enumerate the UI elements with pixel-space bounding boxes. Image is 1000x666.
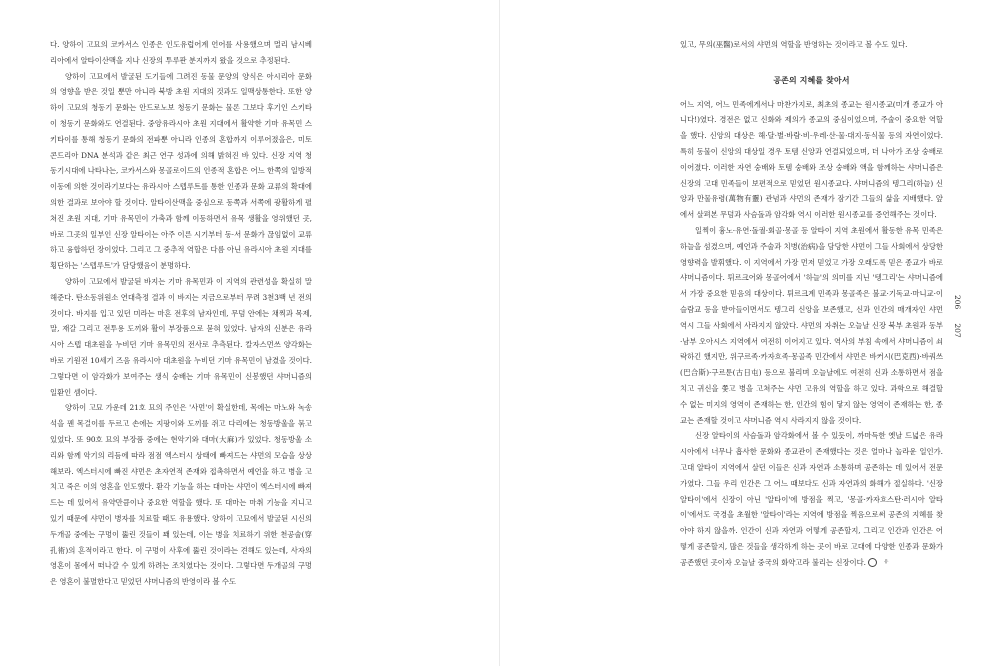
right-paragraph-last xyxy=(680,428,943,570)
end-mark-icon: 유 xyxy=(868,558,877,567)
page-folios xyxy=(953,295,962,338)
left-paragraph: 양하이 고묘에서 발굴된 바지는 기마 유목민과 이 지역의 관련성을 확실히 말해준다. 탄소동위원소 연대측정 결과 이 바지는 지금으로부터 무려 3천3백 년 전의 것이다. 바지를 입고 있던 미라는 마흔 전후의 남자인데, 무덤 안에는 채찍과 목제, 말, 재갈 그리고 전투용 도끼와 활이 부장품으로 묻혀 있었다. 남자의 신분은 유라시아 스텝 대초원을 누비던 기마 유목민의 전사로 추측된다. 칼자스먼쓰 양각화는 바로 기원전 10세기 즈음 유라시아 대초원을 누비던 기마 유목민이 남겼을 것이다. 그렇다면 이 암각화가 보여주는 생식 숭배는 기마 유목민이 신봉했던 샤머니즘의 일환인 셈이다. xyxy=(50,276,312,397)
left-paragraph: 양하이 고묘에서 발굴된 도기들에 그려진 동물 문양의 양식은 아시리아 문화의 영향을 받은 것일 뿐만 아니라 북방 초원 지대의 것과도 일맥상통한다. 또한 양하이 고묘의 청동기 문화는 안드로노보 청동기 문화는 물론 그보다 후기인 스키타이 청동기 문화와도 연결된다. 중앙유라시아 초원 지대에서 활약한 기마 유목민 스키타이를 통해 청동기 문화의 전파뿐 아니라 인종의 혼합까지 이루어졌을은, 미토콘드리아 DNA 분석과 같은 최근 연구 성과에 의해 밝혀진 바 있다. 신장 지역 청동기시대에 나타나는, 코카서스와 몽골로이드의 인종적 혼합은 어느 한쪽의 일방적 이동에 의한 것이라기보다는 유라시아 스텝루트를 통한 인종과 문화 교류의 확대에 의한 결과로 보아야 할 것이다. 알타이산맥을 중심으로 동쪽과 서쪽에 광활하게 펼쳐진 초원 지대, 기마 유목민이 가축과 함께 이동하면서 유목 생활을 영위했던 곳, 바로 그곳의 일부인 신장 알타이는 아주 이른 시기부터 동·서 문화가 끊임없이 교류하고 융합하던 장이었다. 그리고 그 중추적 역할은 다름 아닌 유라시아 초원 지대를 횡단하는 '스텝루트'가 담당했음이 분명하다. xyxy=(50,71,312,271)
left-page-text-column xyxy=(50,37,312,653)
right-paragraph: 어느 지역, 어느 민족에게서나 마찬가지로, 최초의 종교는 원시종교(미개 종교가 아니다!)였다. 경전은 없고 신화와 제의가 종교의 중심이었으며, 주술이 중요한 역할을 했다. 신앙의 대상은 해·달·별·바람·비·우레·산·물·대지·동식물 등의 자연이었다. 특히 동물이 신앙의 대상일 경우 토템 신앙과 연결되었으며, 더 나아가 조상 숭배로 이어졌다. 이러한 자연 숭배와 토템 숭배와 조상 숭배와 액을 함께하는 샤머니즘은 신장의 고대 민족들이 보편적으로 믿었던 원시종교다. 샤머니즘의 텡그리(하늘) 신앙과 만물유령(萬物有靈) 관념과 샤먼의 존재가 잠기간 그들의 삶을 지배했다. 앞에서 살펴본 무덤과 사슴돌과 암각화 역시 이러한 원시종교를 증언해주는 것이다. xyxy=(680,99,943,220)
section-heading: 공존의 지혜를 찾아서 xyxy=(773,75,850,85)
left-paragraph: 다. 양하이 고묘의 코카서스 인종은 인도유럽어계 언어를 사용했으며 멀리 남시베리아에서 알타이산맥을 지나 신장의 투루판 분지까지 왔을 것으로 추정된다. xyxy=(50,40,312,65)
right-opening-line: 있고, 무의(巫醫)로서의 샤먼의 역할을 반영하는 것이라고 볼 수도 있다. xyxy=(680,40,908,49)
right-paragraph: 일찍이 흉노·유연·돌궐·회골·몽골 등 알타이 지역 초원에서 활동한 유목 민족은 하늘을 섬겼으며, 예언과 주술과 치병(治病)을 담당한 샤먼이 그들 사회에서 상당한 영향력을 발휘했다. 이 지역에서 가장 먼저 믿었고 가장 오래도록 믿은 종교가 바로 샤머니즘이다. 튀르크어와 몽골어에서 '하늘'의 의미를 지닌 '텡그리'는 샤머니즘에서 가장 중요한 믿음의 대상이다. 튀르크계 민족과 몽골족은 불교·기독교·마니교·이슬람교 등을 받아들이면서도 텡그리 신앙을 보존했고, 신과 인간의 매개자인 샤먼 역시 그들 사회에서 사라지지 않았다. 샤먼의 자취는 오늘날 신장 북부 초원과 동부·남부 오아시스 지역에서 여전히 이어지고 있다. 역사의 부침 속에서 샤머니즘이 쇠락하긴 했지만, 위구르족·카자흐족·몽골족 민간에서 샤먼은 바커시(巴克西)·바쿼쓰(巴合斯)·구르툰(古日屯) 등으로 불리며 오늘날에도 여전히 신과 소통하면서 점을 치고 귀신을 쫓고 병을 고쳐주는 샤먼 고유의 역할을 하고 있다. 과학으로 해결할 수 없는 미지의 영역이 존재하는 한, 인간의 힘이 닿지 않는 영역이 존재하는 한, 종교는 존재할 것이고 샤머니즘 역시 사라지지 않을 것이다. xyxy=(680,225,943,425)
folio-right: 207 xyxy=(953,323,962,338)
right-page-text-column xyxy=(680,37,943,617)
folio-left: 206 xyxy=(953,295,962,310)
left-paragraph: 양하이 고묘 가운데 21호 묘의 주인은 '사먼'이 확실한데, 목에는 마노와 녹송석을 꿴 목걸이를 두르고 손에는 지팡이와 도끼를 쥐고 다리에는 청동방울을 묶고 있었다. 또 90호 묘의 부장품 중에는 현악기와 대마(大麻)가 있었다. 청동방울 소리와 함께 악기의 리듬에 따라 점점 엑스터시 상태에 빠져드는 샤먼의 모습을 상상해보라. 엑스터시에 빠진 샤먼은 초자연적 존재와 접촉하면서 예언을 하고 병을 고치고 죽은 이의 영혼을 인도했다. 환각 기능을 하는 대마는 샤먼이 엑스터시에 빠져드는 데 있어서 유약만큼이나 중요한 역할을 했다. 또 대마는 마취 기능을 지니고 있기 때문에 샤먼이 병자를 치료할 때도 유용했다. 양하이 고묘에서 발굴된 시신의 두개골 중에는 구멍이 뚫린 것들이 꽤 있는데, 이는 병을 치료하기 위한 천공술(穿孔術)의 흔적이라고 한다. 이 구멍이 사후에 뚫린 것이라는 견해도 있는데, 사자의 영혼이 몸에서 떠나갈 수 있게 하려는 조치였다는 것이다. 그렇다면 두개골의 구멍은 영혼이 불멸한다고 믿었던 샤머니즘의 반영이라 볼 수도 xyxy=(50,403,312,587)
right-paragraph-text: 신장 알타이의 사슴돌과 암각화에서 볼 수 있듯이, 까마득한 옛날 드넓은 유라시아에서 너무나 흡사한 문화와 종교관이 존재했다는 것은 얼마나 놀라운 일인가. 고대 알타이 지역에서 살던 이들은 신과 자연과 소통하며 공존하는 데 있어서 전문가였다. 그들 우리 인간은 그 어느 때보다도 신과 자연과의 화해가 절실하다. '신장 알타이'에서 신장이 아닌 '알타이'에 방점을 찍고, '몽골·카자흐스탄·러시아 알타이'에서도 국경을 초월한 '알타이'라는 지역에 방점을 찍음으로써 공존의 지혜를 찾아야 하지 않을까. 인간이 신과 자연과 어떻게 공존할지, 그리고 인간과 인간은 어떻게 공존할지, 많은 것들을 생각하게 하는 곳이 바로 고대에 다양한 인종과 문화가 공존했던 곳이자 오늘날 중국의 화약고라 불리는 신장이다. xyxy=(680,431,943,567)
